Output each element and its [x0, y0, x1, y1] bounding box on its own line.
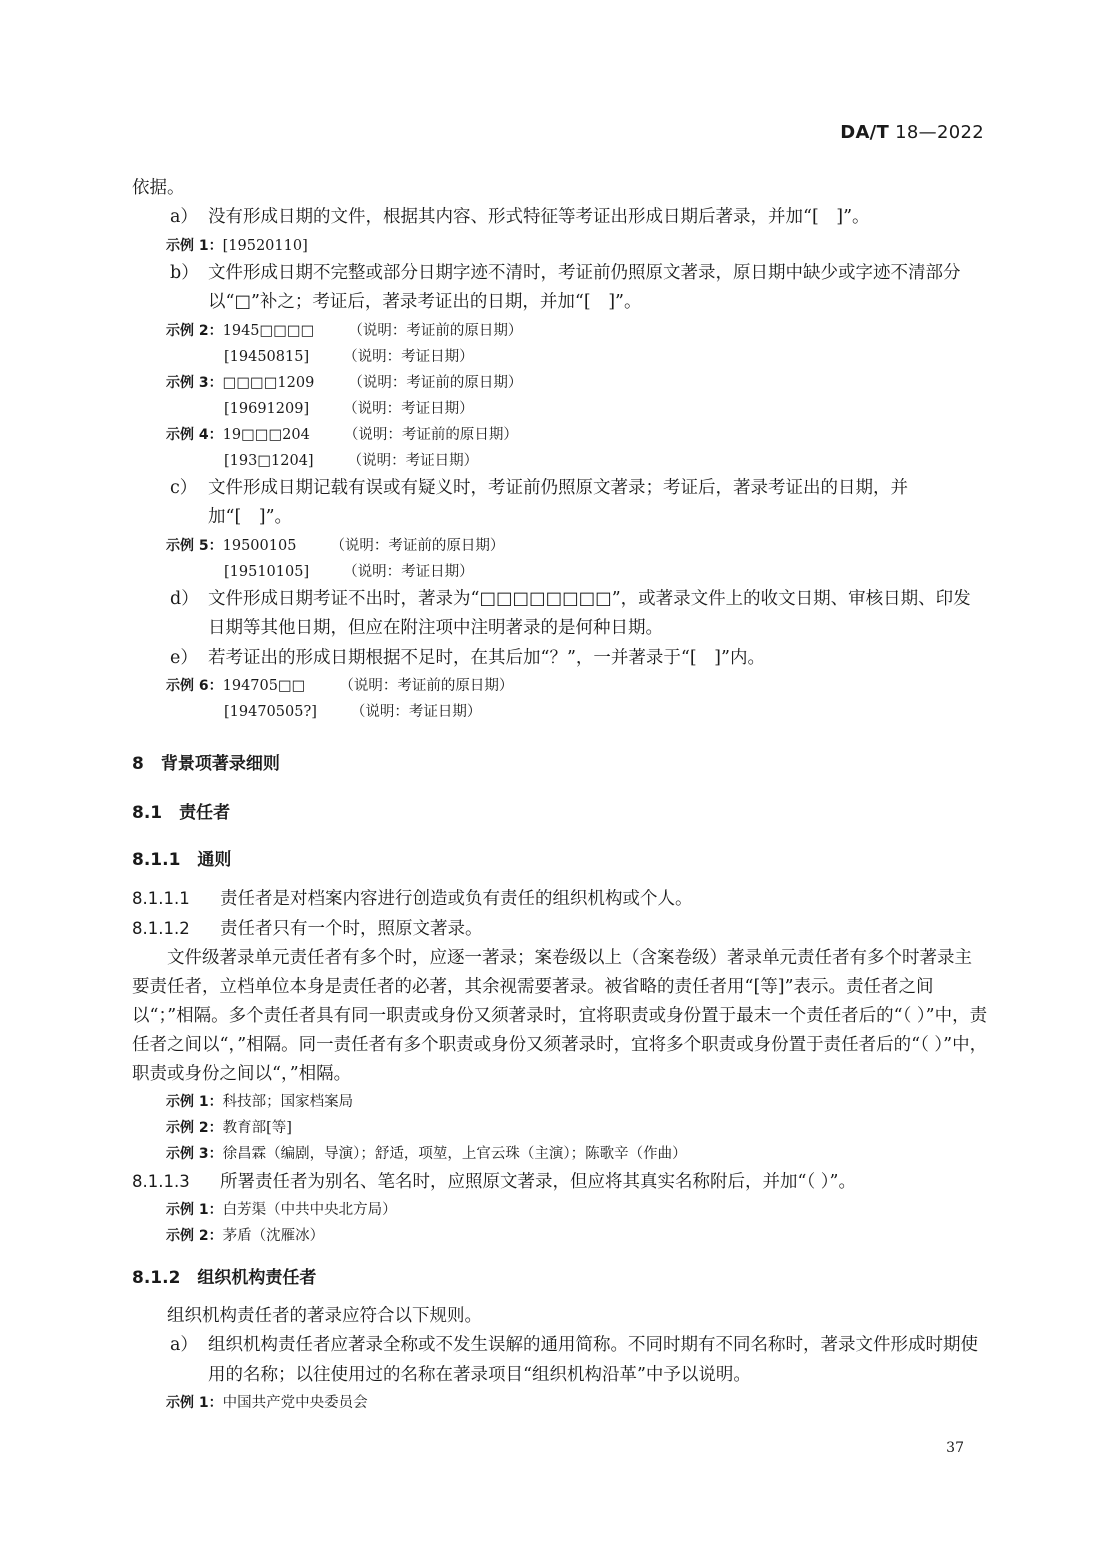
example-note: （说明：考证日期） [343, 400, 474, 417]
section-8-1-heading [132, 798, 988, 823]
example-note: （说明：考证日期） [350, 704, 482, 720]
rule-d-label: d） [170, 588, 199, 609]
example-resp-1 [132, 1089, 988, 1115]
example-note: （说明：考证前的原日期） [348, 374, 523, 391]
rule-e-label: e） [170, 647, 198, 668]
example-tag: 示例 2： [166, 1120, 223, 1136]
example-tag: 示例 3： [166, 1146, 223, 1162]
responsibility-paragraph: 文件级著录单元责任者有多个时，应逐一著录；案卷级以上（含案卷级）著录单元责任者有多个时著录主要责任者，立档单位本身是责任者的必著，其余视需要著录。被省略的责任者用“[等]”表示。责任者之间以“；”相隔。多个责任者具有同一职责或身份又须著录时，宜将职责或身份置于最末一个责任者后的“（ ）”中，责任者之间以“，”相隔。同一责任者有多个职责或身份又须著录时，宜将多个职责或身份置于责任者后的“（ ）”中，职责或身份之间以“，”相隔。 [132, 948, 988, 1084]
example-value: 中国共产党中央委员会 [222, 1395, 368, 1411]
rule-d-text: 文件形成日期考证不出时，著录为“□□□□□□□□”，或著录文件上的收文日期、审核日期、印发日期等其他日期，但应在附注项中注明著录的是何种日期。 [208, 588, 971, 638]
page-content [132, 174, 988, 1416]
standard-prefix: DA/T [840, 122, 890, 143]
example-note: （说明：考证日期） [347, 452, 479, 469]
example-value: □□□□1209 [222, 374, 315, 391]
rule-c-label: c） [170, 477, 198, 498]
example-value: [19450815] [224, 348, 310, 365]
clause-number: 8.1.1.2 [132, 919, 190, 938]
example-value: 1945□□□□ [222, 322, 315, 339]
example-value: [19520110] [222, 237, 308, 254]
example-1 [132, 233, 988, 259]
example-value: [19470505?] [224, 704, 317, 720]
example-6-verified [132, 699, 988, 725]
example-note: （说明：考证日期） [343, 563, 474, 580]
clause-8-1-1-2 [132, 914, 988, 944]
example-tag: 示例 2： [166, 322, 223, 339]
example-resp-2 [132, 1115, 988, 1141]
example-tag: 示例 1： [166, 1202, 223, 1218]
example-tag: 示例 5： [166, 537, 223, 554]
example-4 [132, 422, 988, 448]
example-value: [19691209] [224, 400, 310, 417]
example-tag: 示例 6： [166, 678, 223, 694]
section-8-1-2-heading [132, 1263, 988, 1288]
section-number: 8 [132, 754, 144, 774]
rule-c-text: 文件形成日期记载有误或有疑义时，考证前仍照原文著录；考证后，著录考证出的日期，并加“[ ]”。 [208, 477, 908, 527]
example-value: 194705□□ [222, 678, 306, 694]
clause-text: 责任者是对档案内容进行创造或负有责任的组织机构或个人。 [220, 889, 693, 909]
clause-text: 责任者只有一个时，照原文著录。 [220, 919, 483, 939]
rule-a-text: 没有形成日期的文件，根据其内容、形式特征等考证出形成日期后著录，并加“[ ]”。 [208, 207, 870, 227]
example-6 [132, 673, 988, 699]
example-value: 白芳渠（中共中央北方局） [222, 1202, 397, 1218]
example-3 [132, 370, 988, 396]
example-5-verified [132, 559, 988, 585]
intro-text: 依据。 [132, 178, 185, 198]
example-value: 教育部[等] [222, 1120, 292, 1136]
standard-number: 18—2022 [895, 122, 984, 143]
example-5 [132, 533, 988, 559]
example-4-verified [132, 448, 988, 474]
example-value: 19500105 [222, 537, 297, 554]
section-number: 8.1 [132, 803, 163, 823]
section-title: 责任者 [179, 803, 231, 823]
example-tag: 示例 1： [166, 1094, 223, 1110]
section-8-1-1-heading [132, 845, 988, 870]
clause-text: 所署责任者为别名、笔名时，应照原文著录，但应将其真实名称附后，并加“（ ）”。 [220, 1172, 856, 1192]
clause-8-1-1-3 [132, 1167, 988, 1197]
example-value: [19510105] [224, 563, 310, 580]
example-note: （说明：考证前的原日期） [348, 322, 523, 339]
example-note: （说明：考证前的原日期） [330, 537, 505, 554]
org-rule-a-label: a） [170, 1335, 198, 1355]
example-3-verified [132, 396, 988, 422]
example-value: 科技部；国家档案局 [222, 1094, 354, 1110]
section-number: 8.1.2 [132, 1268, 181, 1288]
rule-d [132, 585, 988, 644]
example-2 [132, 318, 988, 344]
rule-b-label: b） [170, 262, 199, 283]
example-value: 徐昌霖（编剧，导演）；舒适，项堃，上官云珠（主演）；陈歌辛（作曲） [222, 1146, 687, 1162]
example-alias-2 [132, 1223, 988, 1249]
rule-b-text: 文件形成日期不完整或部分日期字迹不清时，考证前仍照原文著录，原日期中缺少或字迹不清部分以“□”补之；考证后，著录考证出的日期，并加“[ ]”。 [208, 262, 961, 312]
example-note: （说明：考证日期） [343, 348, 474, 365]
example-2-verified [132, 344, 988, 370]
example-value: 茅盾（沈雁冰） [222, 1228, 325, 1244]
section-title: 组织机构责任者 [197, 1268, 317, 1288]
rule-e-text: 若考证出的形成日期根据不足时，在其后加“？”，一并著录于“[ ]”内。 [208, 647, 765, 668]
standard-code-header [840, 122, 984, 143]
example-note: （说明：考证前的原日期） [339, 678, 514, 694]
section-number: 8.1.1 [132, 850, 181, 870]
org-rule-a-text: 组织机构责任者应著录全称或不发生误解的通用简称。不同时期有不同名称时，著录文件形成时期使用的名称；以往使用过的名称在著录项目“组织机构沿革”中予以说明。 [208, 1335, 978, 1385]
rule-c [132, 474, 988, 533]
rule-e [132, 644, 988, 674]
example-value: [193□1204] [224, 452, 314, 469]
section-title: 背景项著录细则 [160, 754, 280, 774]
page-number: 37 [946, 1440, 964, 1456]
org-rule-a [132, 1331, 988, 1390]
example-tag: 示例 2： [166, 1228, 223, 1244]
example-tag: 示例 1： [166, 237, 223, 254]
section-title: 通则 [197, 850, 232, 870]
section-8-heading [132, 749, 988, 774]
clause-8-1-1-1 [132, 884, 988, 914]
rule-b [132, 259, 988, 318]
example-tag: 示例 4： [166, 426, 223, 443]
example-alias-1 [132, 1197, 988, 1223]
example-org-1 [132, 1390, 988, 1416]
org-intro: 组织机构责任者的著录应符合以下规则。 [167, 1306, 482, 1326]
example-tag: 示例 3： [166, 374, 223, 391]
clause-number: 8.1.1.3 [132, 1172, 190, 1191]
example-note: （说明：考证前的原日期） [343, 426, 518, 443]
rule-a [132, 203, 988, 233]
clause-number: 8.1.1.1 [132, 889, 190, 908]
example-resp-3 [132, 1141, 988, 1167]
example-tag: 示例 1： [166, 1395, 223, 1411]
rule-a-label: a） [170, 207, 198, 227]
example-value: 19□□□204 [222, 426, 310, 443]
